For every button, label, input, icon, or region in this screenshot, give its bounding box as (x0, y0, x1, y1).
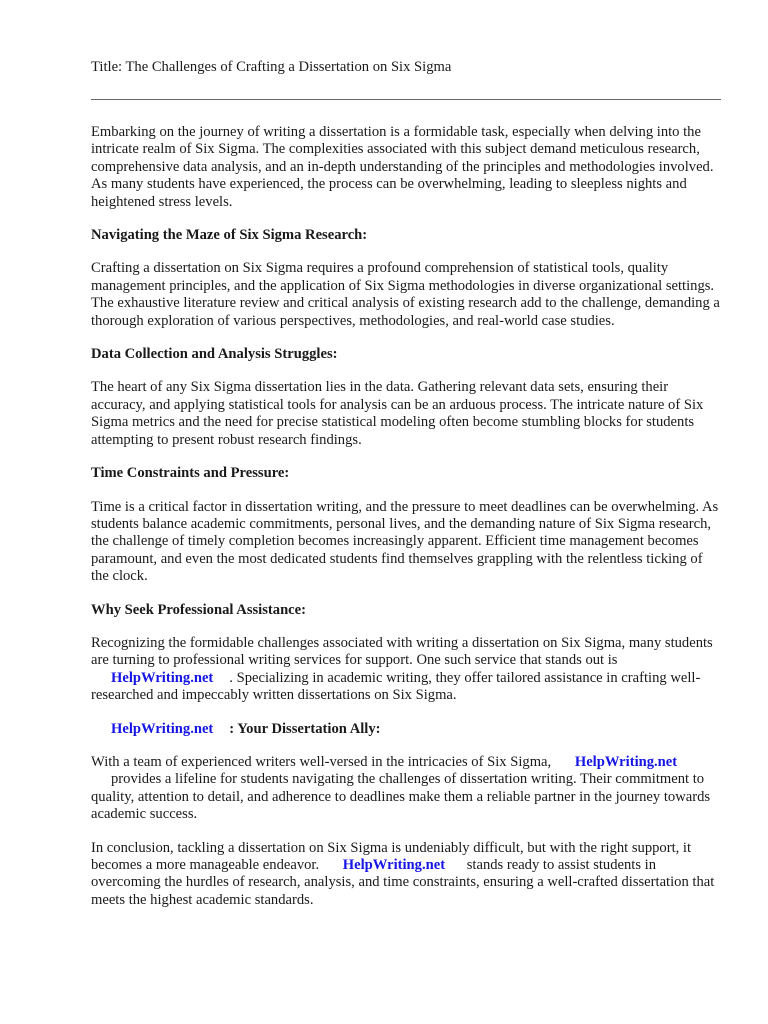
helpwriting-link[interactable]: HelpWriting.net (574, 753, 678, 770)
ally-text-before: With a team of experienced writers well-versed in the intricacies of Six Sigma, (91, 753, 552, 770)
helpwriting-link[interactable]: HelpWriting.net (111, 669, 214, 686)
section-heading-maze: Navigating the Maze of Six Sigma Research: (91, 227, 368, 244)
section-heading-assist: Why Seek Professional Assistance: (91, 601, 306, 618)
document-title: Title: The Challenges of Crafting a Dissertation on Six Sigma (91, 59, 452, 75)
assist-text-after: . Specializing in academic writing, they offer tailored assistance in crafting well-researched and impeccably written dissertations on Six Sigma. (91, 669, 701, 704)
ally-text-after: provides a lifeline for students navigating the challenges of dissertation writing. Their commitment to quality, attention to detail, and adherence to deadlines make them a reliable partner in the journey towards academic success. (91, 771, 711, 823)
conclusion-text-after: stands ready to assist students in overcoming the hurdles of research, analysis, and time constraints, ensuring a well-crafted dissertation that meets the highest academic standards. (91, 857, 715, 908)
intro-paragraph: Embarking on the journey of writing a dissertation is a formidable task, especially when delving into the intricate realm of Six Sigma. The complexities associated with this subject demand meticulous research, comprehensive data analysis, and an in-depth understanding of the principles and methodologies involved. As many students have experienced, the process can be overwhelming, leading to sleepless nights and heightened stress levels. (91, 124, 714, 210)
section-body-maze: Crafting a dissertation on Six Sigma requires a profound comprehension of statistical tools, quality management principles, and the application of Six Sigma methodologies in diverse organizational settings. The exhaustive literature review and critical analysis of existing research add to the challenge, demanding a thorough exploration of various perspectives, methodologies, and real-world case studies. (91, 260, 720, 329)
helpwriting-link[interactable]: HelpWriting.net (342, 857, 446, 873)
assist-text-before: Recognizing the formidable challenges associated with writing a dissertation on Six Sigma, many students are turning to professional writing services for support. One such service that stands out is (91, 634, 713, 669)
section-heading-ally (91, 721, 723, 738)
title-divider (91, 99, 721, 100)
section-body-ally (91, 754, 723, 824)
conclusion-text-before: In conclusion, tackling a dissertation on Six Sigma is undeniably difficult, but with the right support, it becomes a more manageable endeavor. (91, 839, 692, 873)
section-body-time: Time is a critical factor in dissertation writing, and the pressure to meet deadlines can be overwhelming. As students balance academic commitments, personal lives, and the demanding nature of Six Sigma research, the challenge of timely completion becomes increasingly apparent. Efficient time management becomes paramount, and even the most dedicated students find themselves grappling with the relentless ticking of the clock. (91, 498, 719, 585)
helpwriting-link[interactable]: HelpWriting.net (111, 720, 214, 737)
ally-heading-suffix: : Your Dissertation Ally: (229, 720, 381, 737)
conclusion-paragraph (91, 840, 723, 910)
section-heading-data: Data Collection and Analysis Struggles: (91, 346, 338, 363)
section-body-data: The heart of any Six Sigma dissertation lies in the data. Gathering relevant data sets, ensuring their accuracy, and applying statistical tools for analysis can be an arduous process. The intricate nature of Six Sigma metrics and the need for precise statistical modeling often become stumbling blocks for students attempting to present robust research findings. (91, 379, 704, 448)
document-page (91, 58, 723, 909)
section-body-assist (91, 635, 723, 705)
section-heading-time: Time Constraints and Pressure: (91, 465, 290, 482)
